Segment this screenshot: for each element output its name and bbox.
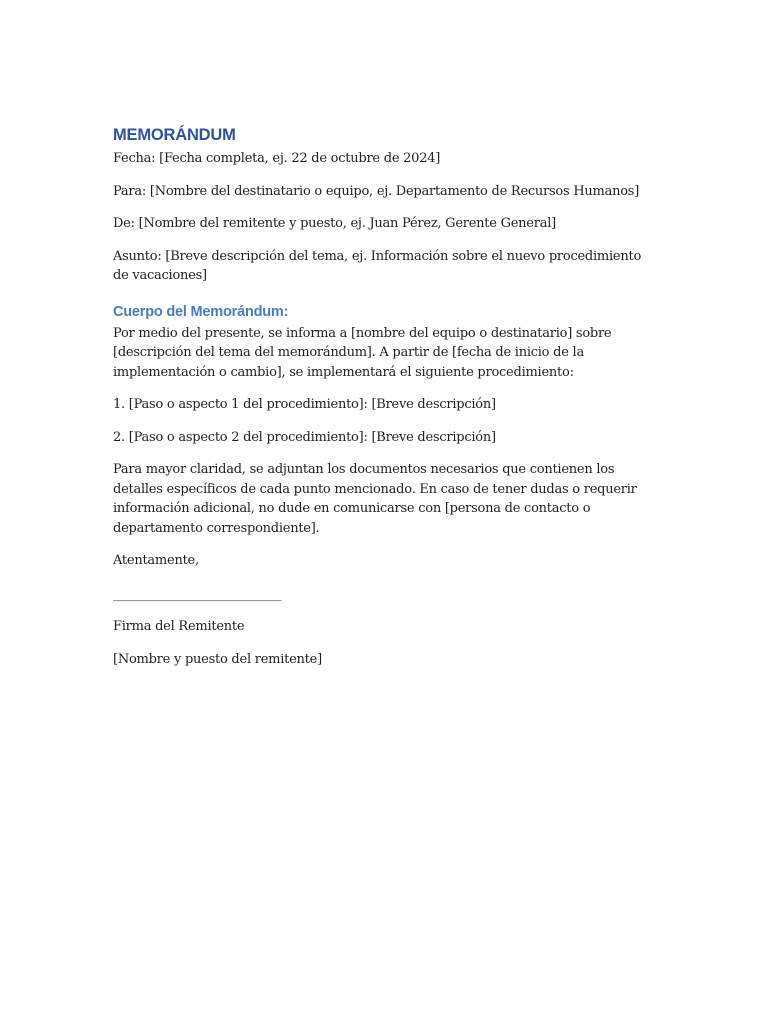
step-1: 1. [Paso o aspecto 1 del procedimiento]: [Breve descripción] [113, 397, 496, 412]
memo-page [113, 124, 653, 682]
sender-name: [Nombre y puesto del remitente] [113, 651, 322, 667]
signature-label: Firma del Remitente [113, 619, 245, 634]
salutation: Atentamente, [113, 553, 199, 568]
signature-line: ____________________________ [113, 586, 281, 602]
recipient-line: Para: [Nombre del destinatario o equipo, ej. Departamento de Recursos Humanos] [113, 183, 640, 199]
subject-line: Asunto: [Breve descripción del tema, ej. Información sobre el nuevo procedimiento de vacaciones] [113, 248, 642, 283]
step-2: 2. [Paso o aspecto 2 del procedimiento]: [Breve descripción] [113, 429, 496, 445]
memo-title: MEMORÁNDUM [113, 126, 236, 144]
date-line: Fecha: [Fecha completa, ej. 22 de octubre de 2024] [113, 151, 441, 166]
body-heading: Cuerpo del Memorándum: [113, 303, 289, 320]
closing-paragraph: Para mayor claridad, se adjuntan los documentos necesarios que contienen los detalles específicos de cada punto mencionado. En caso de tener dudas o requerir información adicional, no dude en comunicarse con [persona de contacto o departamento correspondiente]. [113, 462, 637, 536]
sender-line: De: [Nombre del remitente y puesto, ej. Juan Pérez, Gerente General] [113, 216, 556, 231]
intro-paragraph: Por medio del presente, se informa a [nombre del equipo o destinatario] sobre [descripción del tema del memorándum]. A partir de [fecha de inicio de la implementación o cambio], se implementará el siguiente procedimiento: [113, 325, 612, 380]
